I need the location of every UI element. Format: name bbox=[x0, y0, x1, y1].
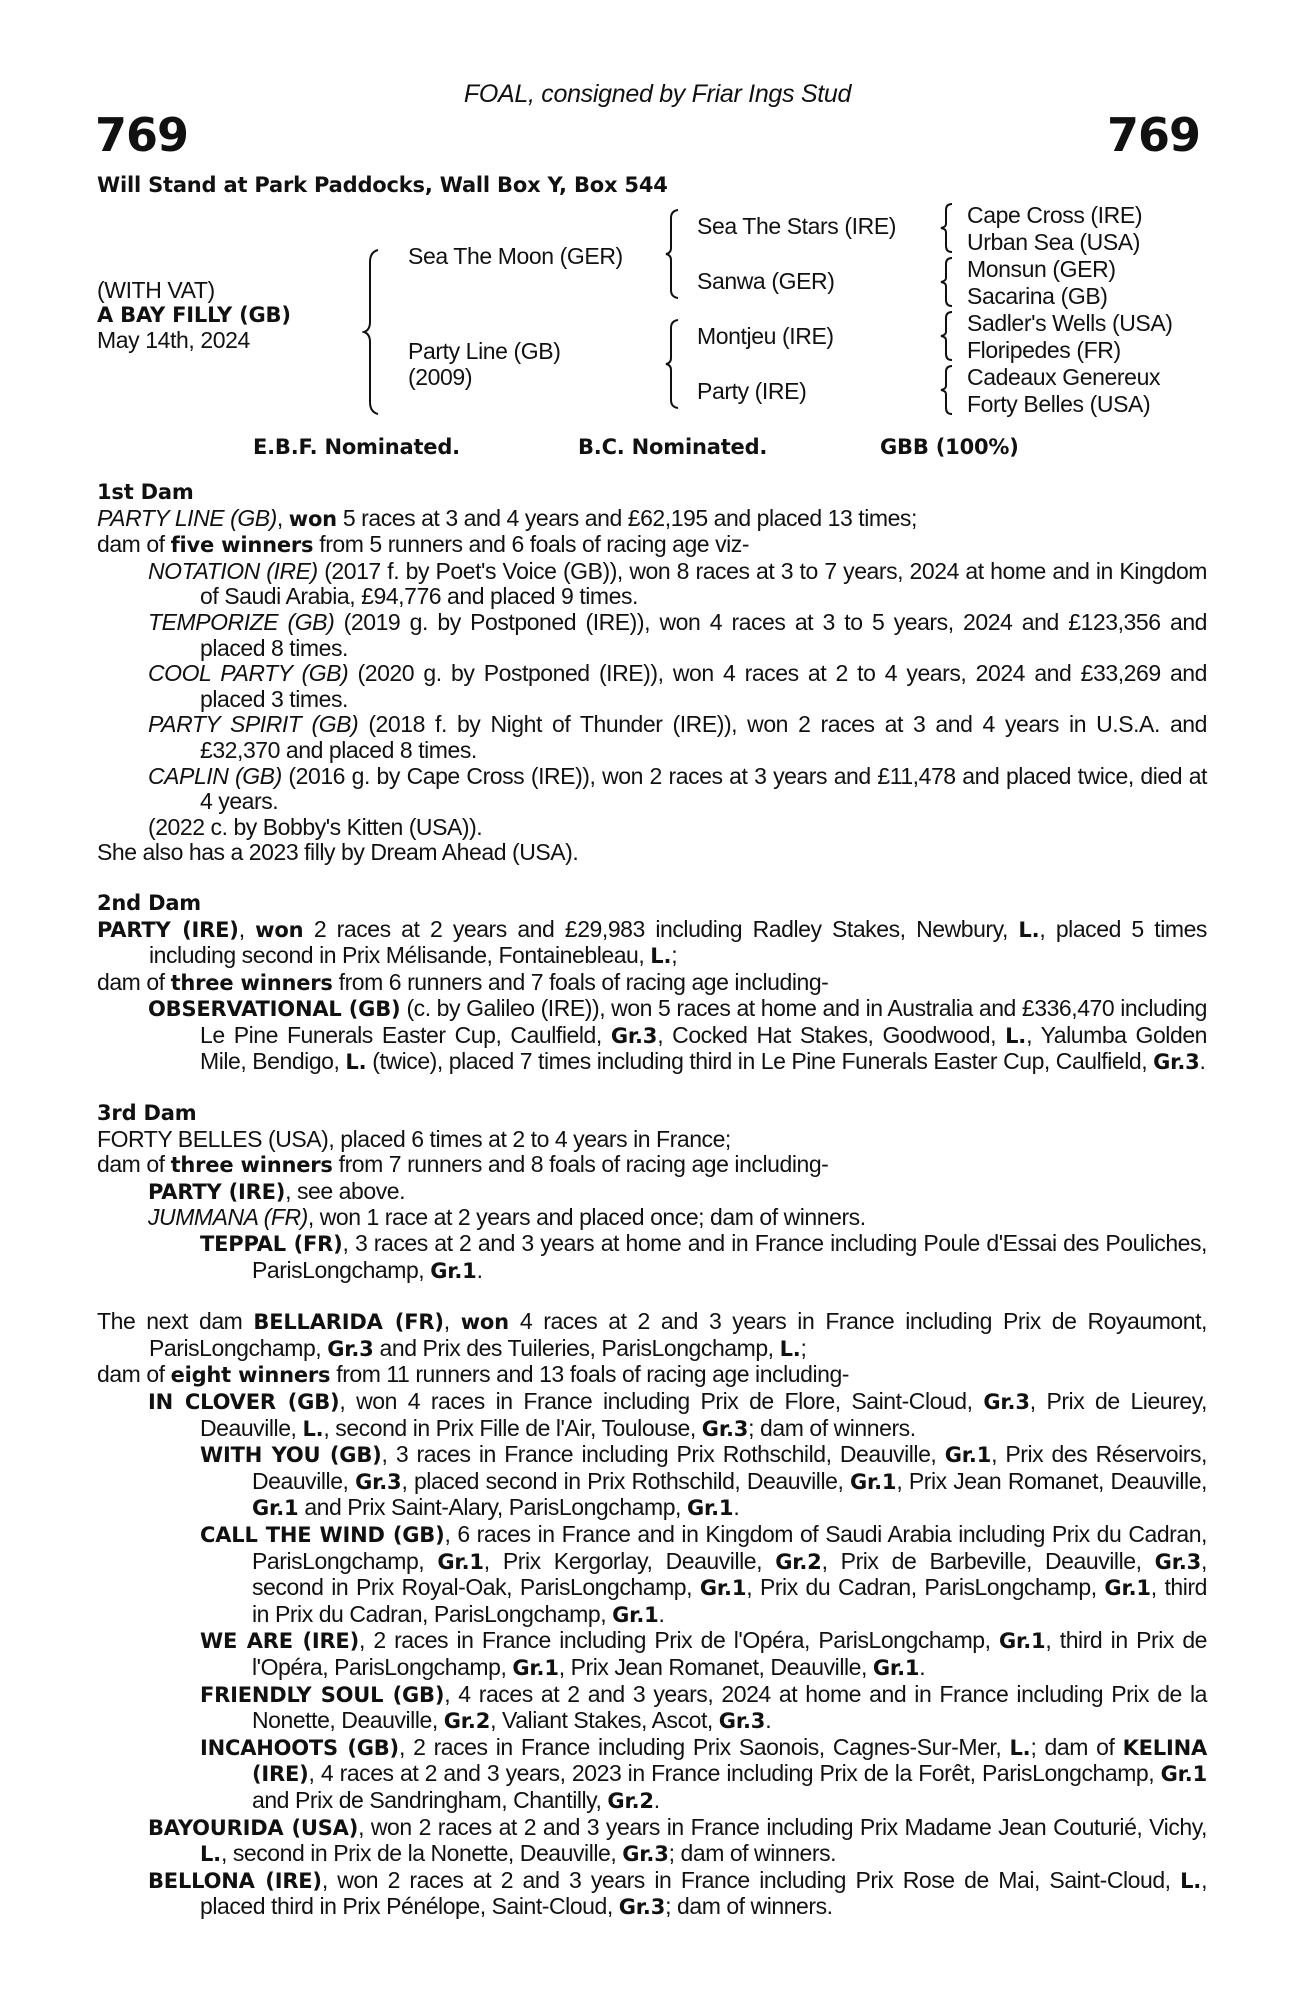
bold-run: Gr.3 bbox=[1153, 1050, 1200, 1075]
produce-entry bbox=[97, 815, 1207, 841]
text-run: , 6 races in France and in Kingdom of Saudi Arabia including Prix du Cadran, ParisLongchamp, bbox=[252, 1520, 1207, 1574]
text-run: (2016 g. by Cape Cross (IRE)), won 2 races at 3 years and £11,478 and placed twice, died at 4 years. bbox=[200, 762, 1208, 815]
sire-dam: Sanwa (GER) bbox=[697, 268, 835, 294]
text-run: , Prix de Barbeville, Deauville, bbox=[821, 1547, 1155, 1574]
bold-run: WITH YOU (GB) bbox=[200, 1443, 382, 1468]
text-run: , placed second in Prix Rothschild, Deauville, bbox=[401, 1467, 850, 1494]
bold-run: Gr.3 bbox=[718, 1709, 766, 1734]
text-run: FORTY BELLES (USA), placed 6 times at 2 to 4 years in France; bbox=[97, 1125, 731, 1152]
stand-location: Will Stand at Park Paddocks, Wall Box Y, Box 544 bbox=[97, 173, 668, 197]
ggp-8: Forty Belles (USA) bbox=[967, 391, 1151, 417]
bold-run: L. bbox=[1005, 1023, 1027, 1048]
brace-ggp-3 bbox=[939, 310, 955, 362]
dam: Party Line (GB) bbox=[408, 338, 561, 364]
text-run: , won 1 race at 2 years and placed once; dam of winners. bbox=[307, 1204, 866, 1231]
ggp-2: Urban Sea (USA) bbox=[967, 229, 1140, 255]
text-run: ; dam of bbox=[1030, 1733, 1123, 1760]
bold-run: L. bbox=[302, 1416, 324, 1441]
bold-run: Gr.1 bbox=[872, 1655, 920, 1680]
vat-note: (WITH VAT) bbox=[97, 277, 215, 303]
text-run: ; bbox=[800, 1334, 807, 1361]
produce-entry bbox=[97, 661, 1207, 712]
bold-run: KELINA (IRE) bbox=[252, 1735, 1208, 1787]
catalogue-body bbox=[97, 480, 1207, 1921]
next-dam-intro bbox=[97, 1309, 1207, 1362]
third-dam-grandproduce bbox=[97, 1231, 1207, 1284]
text-run: , Valiant Stakes, Ascot, bbox=[490, 1707, 719, 1734]
text-run: and Prix de Sandringham, Chantilly, bbox=[252, 1786, 608, 1813]
bold-run: BELLONA (IRE) bbox=[148, 1868, 322, 1893]
brace-ggp-1 bbox=[939, 202, 955, 254]
third-dam-produce bbox=[97, 1179, 1207, 1231]
bold-run: five winners bbox=[170, 533, 314, 558]
italic-run: COOL PARTY (GB) bbox=[148, 660, 349, 687]
text-run: (2022 c. by Bobby's Kitten (USA)). bbox=[148, 813, 483, 840]
text-run: . bbox=[476, 1256, 483, 1283]
second-dam-summary bbox=[97, 970, 1207, 997]
text-run: , 3 races at 2 and 3 years at home and in France including Poule d'Essai des Pouliches, ParisLongchamp, bbox=[252, 1230, 1207, 1283]
ebf-nomination: E.B.F. Nominated. bbox=[253, 435, 460, 459]
text-run: , Prix du Cadran, ParisLongchamp, bbox=[746, 1574, 1105, 1601]
italic-run: TEMPORIZE (GB) bbox=[148, 608, 335, 635]
text-run: 2 races at 2 years and £29,983 including Radley Stakes, Newbury, bbox=[303, 915, 1019, 942]
bold-run: TEPPAL (FR) bbox=[200, 1232, 343, 1257]
sire: Sea The Moon (GER) bbox=[408, 243, 623, 269]
text-run: (2020 g. by Postponed (IRE)), won 4 races at 2 to 4 years, 2024 and £33,269 and placed 3 times. bbox=[200, 660, 1207, 712]
bold-run: IN CLOVER (GB) bbox=[148, 1390, 340, 1414]
bold-run: won bbox=[255, 917, 304, 942]
text-run: , third in Prix de l'Opéra, ParisLongchamp, bbox=[252, 1627, 1208, 1680]
bold-run: L. bbox=[1018, 917, 1040, 942]
italic-run: CAPLIN (GB) bbox=[148, 762, 282, 789]
text-run: , Prix Jean Romanet, Deauville, bbox=[558, 1653, 873, 1680]
bold-run: L. bbox=[779, 1336, 801, 1361]
first-dam-summary bbox=[97, 532, 1207, 559]
brace-dam bbox=[664, 318, 682, 410]
bold-run: eight winners bbox=[170, 1363, 331, 1388]
bold-run: L. bbox=[200, 1842, 221, 1867]
bold-run: Gr.1 bbox=[944, 1443, 992, 1468]
text-run: The next dam bbox=[97, 1308, 254, 1335]
bold-run: BELLARIDA (FR) bbox=[253, 1310, 444, 1335]
bold-run: CALL THE WIND (GB) bbox=[200, 1522, 445, 1547]
text-run: , Prix Jean Romanet, Deauville, bbox=[896, 1467, 1207, 1494]
text-run: from 11 runners and 13 foals of racing age including- bbox=[330, 1361, 849, 1388]
bold-run: Gr.1 bbox=[1104, 1576, 1151, 1601]
dam-dam: Party (IRE) bbox=[697, 378, 807, 404]
ggp-6: Floripedes (FR) bbox=[967, 337, 1121, 363]
bold-run: PARTY (IRE) bbox=[97, 917, 239, 942]
produce-entry bbox=[97, 1735, 1207, 1815]
third-dam-heading: 3rd Dam bbox=[97, 1101, 197, 1126]
first-dam-heading: 1st Dam bbox=[97, 480, 194, 504]
bold-run: L. bbox=[1180, 1868, 1202, 1893]
text-run: . bbox=[653, 1786, 660, 1813]
bold-run: Gr.3 bbox=[701, 1416, 749, 1441]
text-run: , see above. bbox=[285, 1177, 406, 1204]
text-run: , Prix Kergorlay, Deauville, bbox=[483, 1547, 776, 1574]
brace-gen1 bbox=[362, 248, 382, 416]
bold-run: three winners bbox=[170, 970, 333, 995]
text-run: (2018 f. by Night of Thunder (IRE)), won 2 races at 3 and 4 years in U.S.A. and £32,370 and placed 8 times. bbox=[200, 711, 1207, 763]
third-dam-intro bbox=[97, 1127, 1207, 1153]
text-run: , Cocked Hat Stakes, Goodwood, bbox=[657, 1021, 1006, 1048]
produce-entry bbox=[97, 559, 1207, 610]
text-run: and Prix Saint-Alary, ParisLongchamp, bbox=[298, 1494, 687, 1521]
text-run: , third in Prix du Cadran, ParisLongchamp, bbox=[252, 1574, 1207, 1627]
bold-run: Gr.3 bbox=[618, 1895, 666, 1920]
text-run: dam of bbox=[97, 531, 171, 558]
horse-name: A BAY FILLY (GB) bbox=[97, 303, 291, 327]
text-run: , placed 5 times including second in Prix Mélisande, Fontainebleau, bbox=[149, 915, 1207, 969]
text-run: dam of bbox=[97, 1151, 171, 1178]
bold-run: Gr.2 bbox=[775, 1549, 822, 1574]
bold-run: WE ARE (IRE) bbox=[200, 1629, 359, 1654]
bold-run: Gr.1 bbox=[686, 1496, 734, 1521]
produce-entry bbox=[97, 1231, 1207, 1284]
bold-run: Gr.1 bbox=[252, 1496, 299, 1521]
produce-entry bbox=[97, 1205, 1207, 1231]
bold-run: Gr.1 bbox=[699, 1576, 747, 1601]
bold-run: OBSERVATIONAL (GB) bbox=[148, 997, 401, 1022]
text-run: , second in Prix de la Nonette, Deauville, bbox=[220, 1840, 623, 1867]
text-run: , bbox=[276, 504, 289, 531]
text-run: ; dam of winners. bbox=[748, 1414, 916, 1441]
produce-entry bbox=[97, 1815, 1207, 1868]
dam-year: (2009) bbox=[408, 364, 473, 390]
produce-entry bbox=[97, 610, 1207, 661]
third-dam-summary bbox=[97, 1152, 1207, 1179]
brace-sire bbox=[664, 208, 682, 300]
text-run: , bbox=[238, 915, 256, 942]
text-run: dam of bbox=[97, 968, 171, 995]
bold-run: Gr.1 bbox=[430, 1258, 477, 1283]
bold-run: Gr.1 bbox=[999, 1629, 1046, 1654]
second-dam-heading: 2nd Dam bbox=[97, 890, 201, 915]
text-run: and Prix des Tuileries, ParisLongchamp, bbox=[373, 1334, 780, 1361]
text-run: , 2 races in France including Prix Saonois, Cagnes-Sur-Mer, bbox=[398, 1733, 1010, 1760]
italic-run: JUMMANA (FR) bbox=[148, 1204, 308, 1231]
text-run: (2019 g. by Postponed (IRE)), won 4 races at 3 to 5 years, 2024 and £123,356 and placed 8 times. bbox=[200, 608, 1207, 661]
bold-run: three winners bbox=[170, 1153, 333, 1178]
lot-number-left: 769 bbox=[95, 108, 189, 162]
ggp-4: Sacarina (GB) bbox=[967, 283, 1108, 309]
sire-sire: Sea The Stars (IRE) bbox=[697, 213, 897, 239]
text-run: , Yalumba Golden Mile, Bendigo, bbox=[200, 1021, 1207, 1075]
ggp-7: Cadeaux Genereux bbox=[967, 364, 1161, 390]
bold-run: L. bbox=[650, 944, 672, 969]
bold-run: Gr.3 bbox=[983, 1390, 1030, 1414]
produce-entry bbox=[97, 1442, 1207, 1522]
bold-run: BAYOURIDA (USA) bbox=[148, 1815, 359, 1840]
text-run: , Prix de Lieurey, Deauville, bbox=[200, 1388, 1207, 1441]
bold-run: Gr.1 bbox=[849, 1469, 897, 1494]
text-run: dam of bbox=[97, 1361, 171, 1388]
text-run: . bbox=[919, 1653, 926, 1680]
second-dam-produce bbox=[97, 996, 1207, 1076]
bold-run: PARTY (IRE) bbox=[148, 1179, 286, 1204]
text-run: , won 2 races at 2 and 3 years in France including Prix Rose de Mai, Saint-Cloud, bbox=[321, 1866, 1181, 1893]
italic-run: PARTY LINE (GB) bbox=[97, 504, 277, 531]
text-run: . bbox=[658, 1600, 665, 1627]
bold-run: L. bbox=[1009, 1735, 1031, 1760]
second-dam-intro bbox=[97, 917, 1207, 970]
gbb-status: GBB (100%) bbox=[880, 435, 1019, 459]
bold-run: Gr.1 bbox=[612, 1602, 659, 1627]
first-dam-also: She also has a 2023 filly by Dream Ahead (USA). bbox=[97, 839, 579, 866]
produce-entry bbox=[97, 1868, 1207, 1921]
produce-entry bbox=[97, 1179, 1207, 1206]
consignor-line: FOAL, consigned by Friar Ings Stud bbox=[463, 80, 852, 108]
bold-run: Gr.1 bbox=[437, 1549, 484, 1574]
dam-sire: Montjeu (IRE) bbox=[697, 323, 834, 349]
text-run: , bbox=[443, 1308, 461, 1335]
bold-run: Gr.2 bbox=[607, 1788, 654, 1813]
text-run: ; dam of winners. bbox=[668, 1840, 837, 1867]
text-run: ; dam of winners. bbox=[665, 1893, 833, 1920]
text-run: (c. by Galileo (IRE)), won 5 races at home and in Australia and £336,470 including Le Pine Funerals Easter Cup, Caulfield, bbox=[200, 995, 1208, 1048]
bold-run: Gr.3 bbox=[1154, 1549, 1202, 1574]
text-run: , 4 races at 2 and 3 years, 2023 in France including Prix de la Forêt, ParisLongchamp, bbox=[308, 1760, 1161, 1787]
ggp-3: Monsun (GER) bbox=[967, 256, 1116, 282]
text-run: . bbox=[733, 1494, 740, 1521]
text-run: , second in Prix Fille de l'Air, Toulouse, bbox=[323, 1414, 702, 1441]
text-run: from 7 runners and 8 foals of racing age including- bbox=[332, 1151, 829, 1178]
bold-run: Gr.3 bbox=[622, 1842, 669, 1867]
bold-run: Gr.1 bbox=[1160, 1762, 1207, 1787]
text-run: , won 2 races at 2 and 3 years in France including Prix Madame Jean Couturié, Vichy, bbox=[358, 1813, 1207, 1840]
produce-entry bbox=[97, 764, 1207, 815]
ggp-1: Cape Cross (IRE) bbox=[967, 202, 1143, 228]
bold-run: INCAHOOTS (GB) bbox=[200, 1735, 399, 1760]
text-run: , Prix des Réservoirs, Deauville, bbox=[252, 1441, 1207, 1494]
produce-entry bbox=[97, 1628, 1207, 1681]
next-dam-other-produce bbox=[97, 1815, 1207, 1921]
text-run: , 2 races in France including Prix de l'Opéra, ParisLongchamp, bbox=[358, 1627, 1000, 1654]
text-run: (twice), placed 7 times including third in Le Pine Funerals Easter Cup, Caulfield, bbox=[366, 1048, 1154, 1075]
first-dam-intro bbox=[97, 506, 1207, 533]
text-run: , second in Prix Royal-Oak, ParisLongchamp, bbox=[252, 1547, 1207, 1601]
bc-nomination: B.C. Nominated. bbox=[578, 435, 768, 459]
produce-entry bbox=[97, 1682, 1207, 1735]
bold-run: FRIENDLY SOUL (GB) bbox=[200, 1682, 445, 1707]
bold-run: L. bbox=[345, 1050, 367, 1075]
bold-run: Gr.3 bbox=[327, 1336, 374, 1361]
next-dam-summary bbox=[97, 1362, 1207, 1389]
bold-run: won bbox=[460, 1310, 509, 1335]
lot-number-right: 769 bbox=[1106, 108, 1200, 162]
text-run: , 4 races at 2 and 3 years, 2024 at home and in France including Prix de la Nonette, Deauville, bbox=[252, 1680, 1207, 1734]
text-run: ; bbox=[671, 942, 678, 969]
produce-entry bbox=[97, 996, 1207, 1076]
brace-ggp-2 bbox=[939, 256, 955, 308]
foaling-date: May 14th, 2024 bbox=[97, 327, 250, 353]
in-clover-produce bbox=[97, 1442, 1207, 1814]
bold-run: Gr.3 bbox=[355, 1469, 402, 1494]
text-run: . bbox=[765, 1707, 772, 1734]
brace-ggp-4 bbox=[939, 364, 955, 416]
italic-run: PARTY SPIRIT (GB) bbox=[148, 711, 359, 738]
first-dam-produce bbox=[97, 559, 1207, 841]
italic-run: NOTATION (IRE) bbox=[148, 557, 318, 584]
produce-entry bbox=[97, 712, 1207, 763]
text-run: , 3 races in France including Prix Rothschild, Deauville, bbox=[381, 1441, 945, 1468]
produce-entry bbox=[97, 1522, 1207, 1628]
bold-run: Gr.1 bbox=[512, 1655, 559, 1680]
text-run: 4 races at 2 and 3 years in France including Prix de Royaumont, ParisLongchamp, bbox=[149, 1308, 1207, 1361]
text-run: , placed third in Prix Pénélope, Saint-Cloud, bbox=[200, 1866, 1208, 1920]
text-run: . bbox=[1199, 1048, 1206, 1075]
bold-run: Gr.2 bbox=[443, 1709, 491, 1734]
text-run: , won 4 races in France including Prix de Flore, Saint-Cloud, bbox=[339, 1388, 984, 1414]
text-run: from 6 runners and 7 foals of racing age including- bbox=[332, 968, 829, 995]
bold-run: Gr.3 bbox=[610, 1023, 658, 1048]
in-clover-entry bbox=[97, 1389, 1207, 1442]
ggp-5: Sadler's Wells (USA) bbox=[967, 310, 1173, 336]
text-run: (2017 f. by Poet's Voice (GB)), won 8 races at 3 to 7 years, 2024 at home and in Kingdom of Saudi Arabia, £94,776 and placed 9 times. bbox=[200, 557, 1207, 610]
text-run: from 5 runners and 6 foals of racing age viz- bbox=[313, 531, 750, 558]
bold-run: won bbox=[288, 506, 337, 531]
text-run: 5 races at 3 and 4 years and £62,195 and placed 13 times; bbox=[336, 504, 917, 531]
